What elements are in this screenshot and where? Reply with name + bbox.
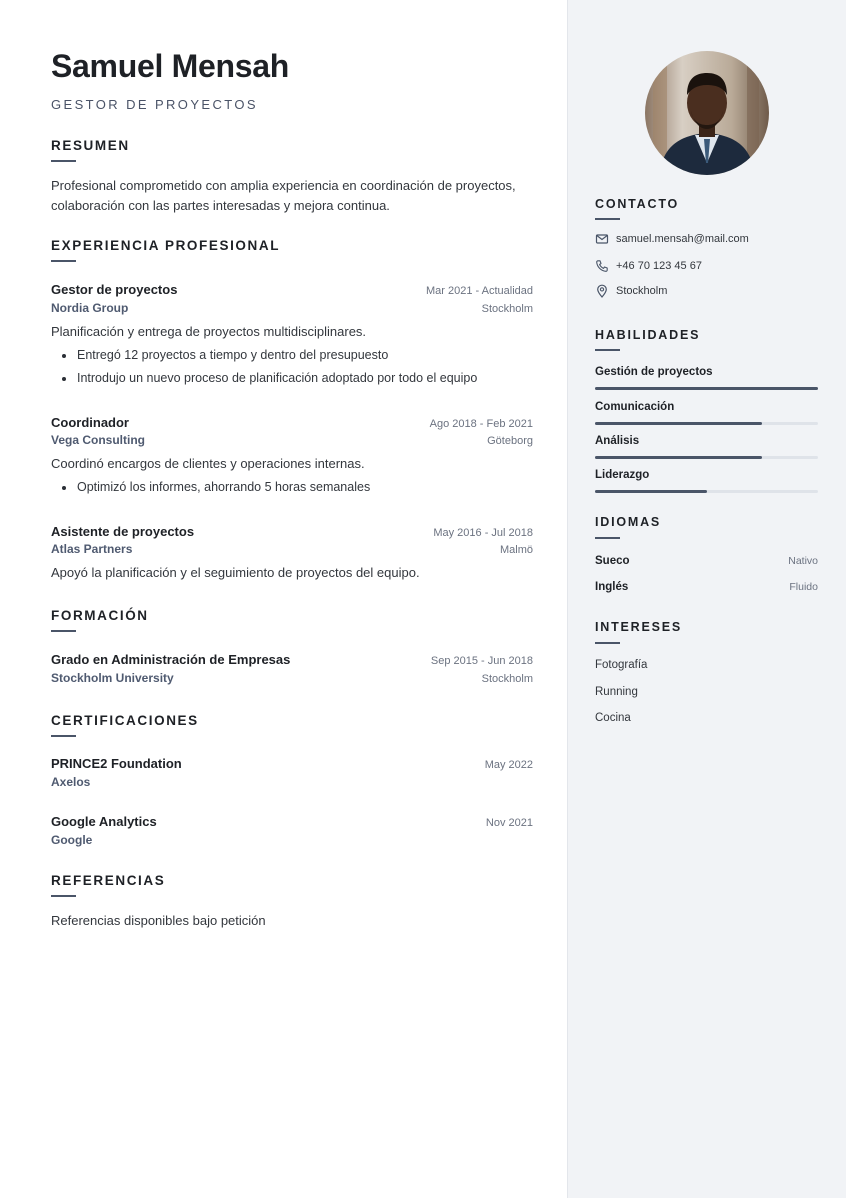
skill-label: Análisis <box>595 435 640 447</box>
achievement-item: Optimizó los informes, ahorrando 5 horas semanales <box>77 476 533 499</box>
job-entry <box>51 282 533 390</box>
job-achievements <box>51 476 533 499</box>
section-divider <box>51 735 76 737</box>
language-level: Nativo <box>788 555 818 567</box>
section-divider <box>595 642 620 644</box>
job-dates: Ago 2018 - Feb 2021 <box>429 418 533 430</box>
job-location: Malmö <box>499 544 533 556</box>
phone-icon <box>595 259 609 273</box>
section-divider <box>595 537 620 539</box>
certification-entry <box>51 756 533 789</box>
job-description: Apoyó la planificación y el seguimiento de proyectos del equipo. <box>51 565 420 580</box>
interest-item: Cocina <box>595 712 631 724</box>
references-section <box>51 873 533 931</box>
skill-label: Liderazgo <box>595 469 650 481</box>
interests-heading: INTERESES <box>595 620 683 634</box>
candidate-name: Samuel Mensah <box>51 48 289 84</box>
skill-bar-fill <box>595 456 762 459</box>
skill-label: Comunicación <box>595 401 675 413</box>
location-pin-icon <box>595 284 609 298</box>
skill-bar-fill <box>595 422 762 425</box>
summary-section <box>51 138 533 216</box>
contact-heading: CONTACTO <box>595 197 680 211</box>
experience-section <box>51 238 533 262</box>
languages-heading: IDIOMAS <box>595 515 662 529</box>
job-company: Atlas Partners <box>51 542 133 556</box>
education-dates: Sep 2015 - Jun 2018 <box>430 655 533 667</box>
job-title: Gestor de proyectos <box>51 282 178 297</box>
section-divider <box>51 895 76 897</box>
job-location: Stockholm <box>481 303 533 315</box>
location-text: Stockholm <box>616 285 668 297</box>
job-title: Asistente de proyectos <box>51 524 195 539</box>
contact-email[interactable] <box>595 232 749 246</box>
language-name: Inglés <box>595 581 629 593</box>
interest-item: Fotografía <box>595 659 648 671</box>
summary-text: Profesional comprometido con amplia experiencia en coordinación de proyectos, colaboración con las partes interesadas y mejora continua. <box>51 178 516 213</box>
section-divider <box>51 260 76 262</box>
certification-entry <box>51 814 533 847</box>
skill-bar <box>595 456 818 459</box>
skills-heading: HABILIDADES <box>595 328 701 342</box>
job-entry <box>51 524 533 580</box>
references-text: Referencias disponibles bajo petición <box>51 913 266 928</box>
contact-location <box>595 284 667 298</box>
certification-date: Nov 2021 <box>485 817 533 829</box>
education-section <box>51 608 533 632</box>
skill-bar <box>595 387 818 390</box>
school-name: Stockholm University <box>51 671 174 685</box>
job-description: Planificación y entrega de proyectos multidisciplinares. <box>51 324 367 339</box>
skill-bar-fill <box>595 490 707 493</box>
summary-heading: RESUMEN <box>51 138 130 153</box>
skill-bar <box>595 490 818 493</box>
certification-issuer: Google <box>51 833 93 847</box>
degree-title: Grado en Administración de Empresas <box>51 652 291 667</box>
achievement-item: Introdujo un nuevo proceso de planificación adoptado por todo el equipo <box>77 367 533 390</box>
skill-label: Gestión de proyectos <box>595 366 713 378</box>
job-dates: May 2016 - Jul 2018 <box>433 527 533 539</box>
contact-phone[interactable] <box>595 259 702 273</box>
achievement-item: Entregó 12 proyectos a tiempo y dentro del presupuesto <box>77 344 533 367</box>
job-achievements <box>51 344 533 390</box>
school-location: Stockholm <box>481 673 533 685</box>
certification-date: May 2022 <box>484 759 533 771</box>
job-title: Coordinador <box>51 415 129 430</box>
certifications-heading: CERTIFICACIONES <box>51 713 199 728</box>
section-divider <box>51 160 76 162</box>
job-entry <box>51 415 533 499</box>
language-item <box>595 555 818 567</box>
skill-bar <box>595 422 818 425</box>
certification-issuer: Axelos <box>51 775 91 789</box>
job-company: Nordia Group <box>51 301 129 315</box>
certifications-section <box>51 713 533 737</box>
education-heading: FORMACIÓN <box>51 608 149 623</box>
sidebar <box>567 0 846 1198</box>
candidate-role: GESTOR DE PROYECTOS <box>51 97 258 112</box>
job-company: Vega Consulting <box>51 433 146 447</box>
references-heading: REFERENCIAS <box>51 873 166 888</box>
education-entry <box>51 652 533 685</box>
section-divider <box>51 630 76 632</box>
certification-name: PRINCE2 Foundation <box>51 756 182 771</box>
profile-photo <box>645 51 769 175</box>
language-level: Fluido <box>789 581 818 593</box>
experience-heading: EXPERIENCIA PROFESIONAL <box>51 238 281 253</box>
mail-icon <box>595 232 609 246</box>
language-item <box>595 581 818 593</box>
skill-bar-fill <box>595 387 818 390</box>
job-location: Göteborg <box>487 435 533 447</box>
section-divider <box>595 218 620 220</box>
interest-item: Running <box>595 686 638 698</box>
certification-name: Google Analytics <box>51 814 157 829</box>
section-divider <box>595 349 620 351</box>
language-name: Sueco <box>595 555 630 567</box>
job-description: Coordinó encargos de clientes y operaciones internas. <box>51 456 365 471</box>
email-text: samuel.mensah@mail.com <box>616 233 749 245</box>
job-dates: Mar 2021 - Actualidad <box>425 285 533 297</box>
phone-text: +46 70 123 45 67 <box>616 260 702 272</box>
